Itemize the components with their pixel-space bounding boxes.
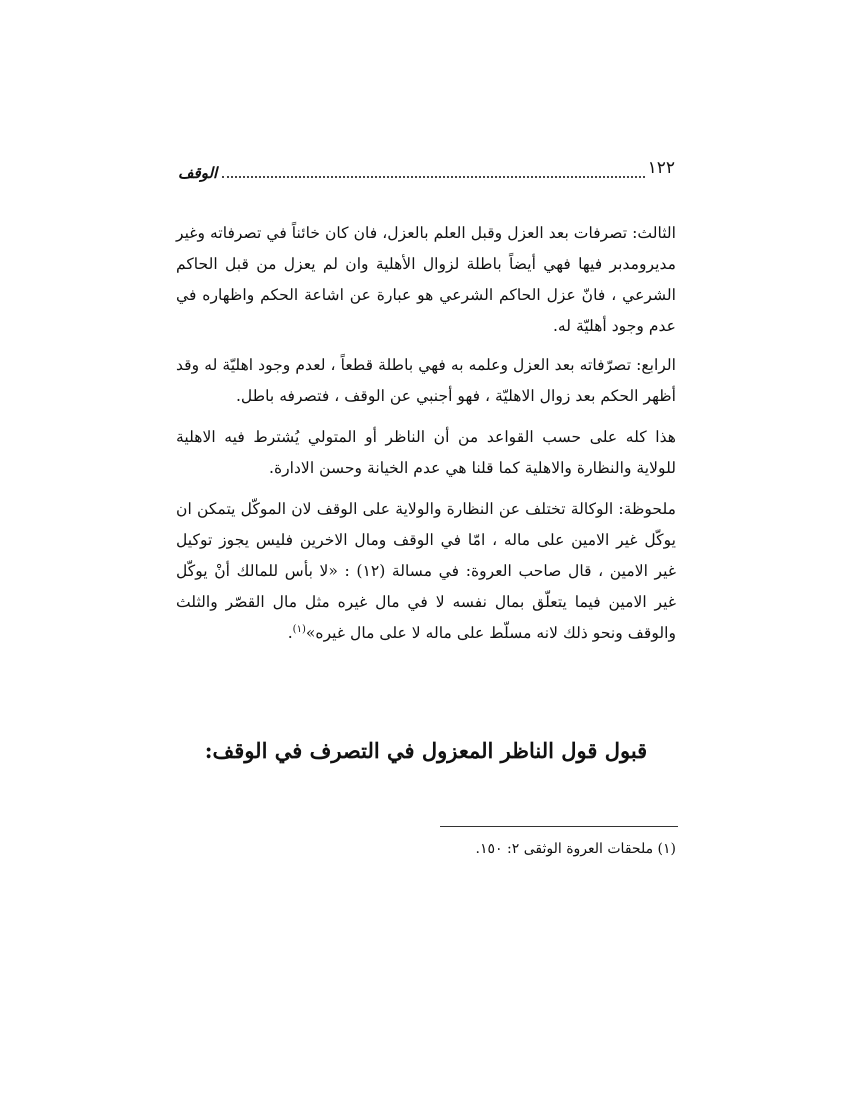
paragraph-fourth-case: الرابع: تصرّفاته بعد العزل وعلمه به فهي باطلة قطعاً ، لعدم وجود اهليّة له وقد أظهر الحكم بعد زوال الاهليّة ، فهو أجنبي عن الوقف ، فتصرفه باطل.	[176, 356, 676, 405]
note-end: .	[287, 624, 293, 642]
footnote: (١) ملحقات العروة الوثقى ٢: ١٥٠.	[475, 841, 676, 857]
body-text	[176, 218, 676, 659]
header-dotted-leader	[222, 176, 645, 178]
section-heading: قبول قول الناظر المعزول في التصرف في الوقف:	[204, 738, 648, 763]
page-number: ١٢٢	[647, 158, 675, 178]
paragraph-note	[176, 494, 676, 649]
note-text: ملحوظة: الوكالة تختلف عن النظارة والولاية على الوقف لان الموكّل يتمكن ان يوكّل غير الامين على ماله ، امّا في الوقف ومال الاخرين فليس يجوز توكيل غير الامين ، قال صاحب العروة: في مسالة (١٢) : «لا بأس للمالك أنْ يوكّل غير الامين فيما يتعلّق بمال نفسه لا في مال غيره مثل مال القصّر والثلث والوقف ونحو ذلك لانه مسلّط على ماله لا على مال غيره»	[176, 500, 676, 642]
page-header	[178, 158, 675, 184]
footnote-reference: (١)	[292, 623, 306, 635]
paragraph-rules-summary: هذا كله على حسب القواعد من أن الناظر أو المتولي يُشترط فيه الاهلية للولاية والنظارة والاهلية كما قلنا هي عدم الخيانة وحسن الادارة.	[176, 428, 676, 477]
running-title: الوقف	[178, 164, 218, 182]
footnote-divider	[440, 826, 678, 827]
paragraph-third-case: الثالث: تصرفات بعد العزل وقبل العلم بالعزل، فان كان خائناً في تصرفاته وغير مديرومدبر فيها فهي أيضاً باطلة لزوال الأهلية وان لم يعزل من قبل الحاكم الشرعي ، فانّ عزل الحاكم الشرعي هو عبارة عن اشاعة الحكم واظهاره في عدم وجود أهليّة له.	[176, 224, 676, 335]
